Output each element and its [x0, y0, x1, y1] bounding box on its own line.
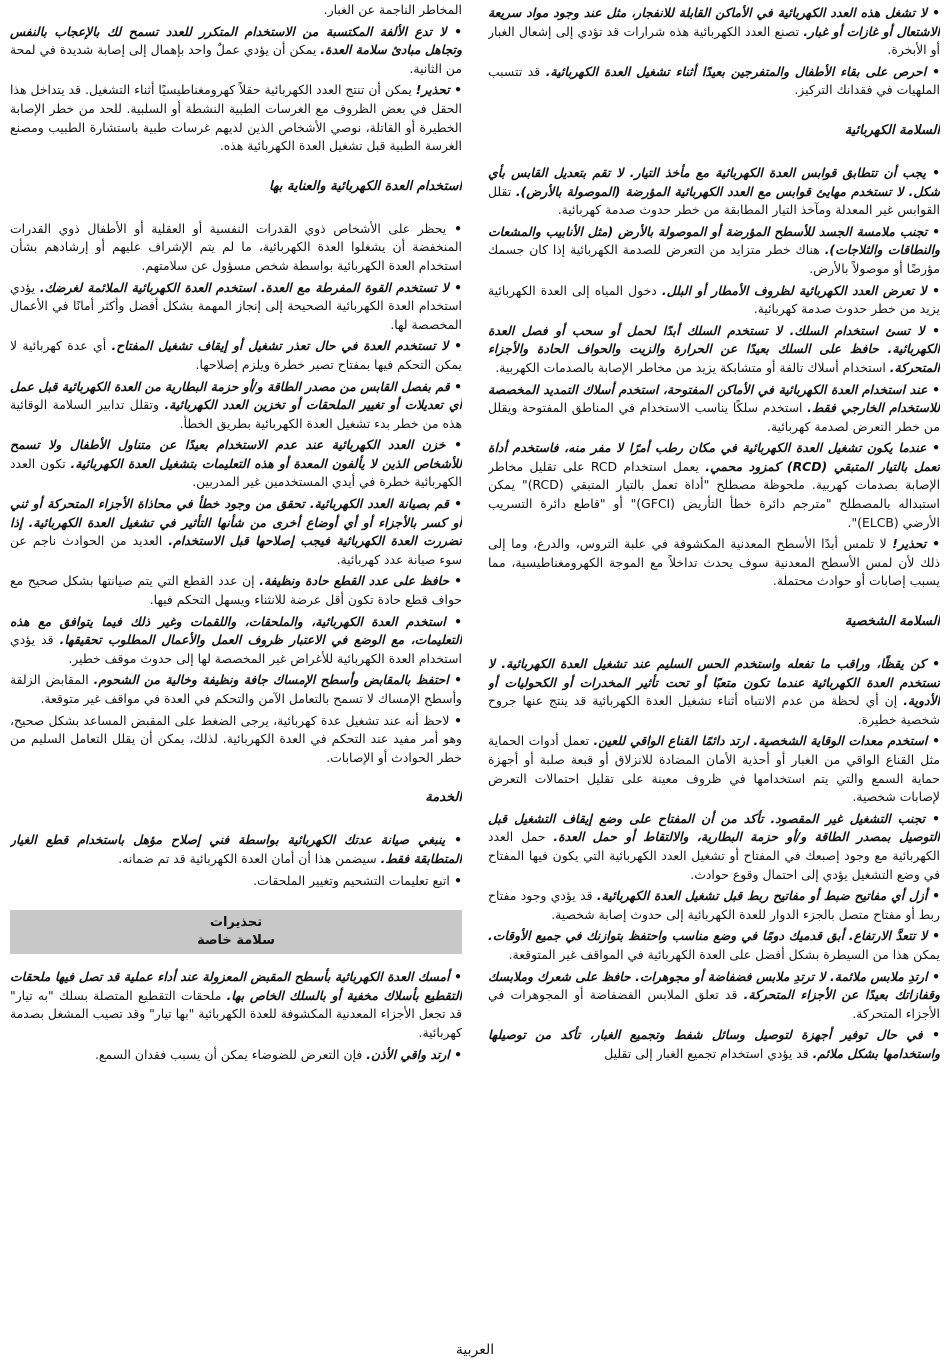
bullet-text: دخول المياه إلى العدة الكهربائية يزيد من خطر حدوث صدمة كهربائية.: [488, 282, 940, 317]
bullet-emphasis: ارتدِ ملابس ملائمة. لا ترتدِ ملابس فضفاضة أو مجوهرات. حافظ على شعرك وملابسك وقفازاتك بعيدًا عن الأجزاء المتحركة.: [488, 968, 940, 1003]
safety-bullet: [10, 613, 462, 669]
bullet-text: لا تلمس أبدًا الأسطح المعدنية المكشوفة في علبة التروس، والدرع، وما إلى ذلك لأن لمس الأسطح المعدنية سوف يحدث تداخلاً مع الموجة الكهرومغناطيسية، مما يسبب إصابات أو حوادث محتملة.: [488, 536, 940, 589]
bullet-emphasis: استخدم العدة الكهربائية، والملحقات، واللقمات وغير ذلك فيما يتوافق مع هذه التعليمات، مع الوضع في الاعتبار ظروف العمل والأعمال المطلوب تحقيقها.: [10, 613, 462, 648]
safety-bullet: [10, 968, 462, 1042]
bullet-text: أي عدة كهربائية لا يمكن التحكم فيها بمفتاح تصير خطرة ويلزم إصلاحها.: [10, 338, 462, 372]
bullet-text: العديد من الحوادث ناجم عن سوء صيانة عدد كهربائية.: [10, 533, 462, 567]
safety-bullet: [488, 282, 940, 319]
safety-bullet: [488, 968, 940, 1024]
safety-bullet: [10, 712, 462, 768]
safety-bullet: [488, 732, 940, 806]
safety-bullet: [10, 495, 462, 569]
bullet-text: ملحقات التقطيع المتصلة بسلك "به تيار" قد تجعل الأجزاء المعدنية المكشوفة للعدة الكهربائية "بها تيار" وقد تصيب المشغل بصدمة كهربائية.: [10, 987, 462, 1040]
safety-bullet: [488, 1026, 940, 1063]
bullet-emphasis: احرص على بقاء الأطفال والمتفرجين بعيدًا أثناء تشغيل العدة الكهربائية.: [545, 63, 927, 79]
page-footer-language: العربية: [455, 1342, 495, 1358]
safety-bullet: [10, 23, 462, 79]
safety-bullet: [488, 63, 940, 100]
bullet-text: قد يؤدي وجود مفتاح ربط أو مفتاح متصل بالجزء الدوار للعدة الكهربائية إلى حدوث إصابة شخصية.: [488, 888, 940, 922]
bullet-emphasis: تحذير!: [892, 536, 927, 552]
safety-bullet: [488, 223, 940, 279]
bullet-text: المقابض الزلقة وأسطح الإمساك لا تسمح بالتعامل الآمن والتحكم في العدة في مواقف غير متوقعة.: [10, 672, 462, 706]
bullet-emphasis: لا تعرض العدد الكهربائية لظروف الأمطار أو البلل.: [661, 282, 927, 298]
bullet-emphasis: عندما يكون تشغيل العدة الكهربائية في مكان رطب أمرًا لا مفر منه، فاستخدم أداة تعمل بالتيار المتبقي (RCD) كمزود محمي.: [488, 440, 940, 474]
continued-text: [10, 4, 462, 20]
bullet-emphasis: لا تتعدَّ الارتفاع. أبق قدميك دومًا في وضع مناسب واحتفظ بتوازنك في جميع الأوقات.: [488, 928, 928, 944]
bullet-text: يمكن أن تنتج العدد الكهربائية حقلاً كهرومغناطيسيًا أثناء التشغيل. قد يتداخل هذا الحقل في بعض الظروف مع الغرسات الطبية النشطة أو السلبية. للحد من خطر الإصابة الخطيرة أو القاتلة، نوصي الأشخاص الذين لديهم غرسات طبية باستشارة الطبيب ومصنع الغرسة الطبية قبل تشغيل العدة الكهربائية هذه.: [10, 82, 462, 154]
bullet-text: يعمل استخدام RCD على تقليل مخاطر الإصابة بصدمات كهربية. ملحوظة مصطلح "أداة تعمل بالتيار المتبقي (RCD)" يمكن استبداله بالمصطلح "مترجم دائرة خطأ التأريض (GFCI)" أو "قاطع دائرة التسريب الأرضي (ELCB)".: [488, 458, 940, 530]
bullet-emphasis: قم بفصل القابس من مصدر الطاقة و/أو حزمة البطارية من العدة الكهربائية قبل عمل أي تعديلات أو تغيير الملحقات أو تخزين العدد الكهربائية.: [10, 378, 462, 413]
safety-bullet: [488, 322, 940, 378]
bullet-text: استخدم سلكًا يناسب الاستخدام في المناطق المفتوحة ويقلل من خطر التعرض لصدمة كهربائية.: [488, 400, 940, 434]
bullet-text: تكون العدد الكهربائية خطرة في أيدي المستخدمين غير المدربين.: [10, 455, 462, 490]
bullet-text: يؤدي استخدام العدة الكهربائية الصحيحة إلى إنجاز المهمة بشكل أفضل وأكثر أمانًا في الأعمال المخصصة لها.: [10, 279, 462, 332]
safety-bullet: [488, 4, 940, 60]
safety-bullet: [488, 655, 940, 729]
bullet-emphasis: لا تشغل هذه العدد الكهربائية في الأماكن القابلة للانفجار، مثل عند وجود مواد سريعة الاشتعال أو غازات أو غبار.: [488, 5, 940, 39]
bullet-text: تقلل القوابس غير المعدلة ومآخذ التيار المطابقة من خطر حدوث صدمة كهربائية.: [488, 183, 940, 218]
safety-bullet: [10, 671, 462, 708]
bullet-emphasis: احتفظ بالمقابض وأسطح الإمساك جافة ونظيفة وخالية من الشحوم.: [93, 672, 449, 688]
bullet-emphasis: عند استخدام العدة الكهربائية في الأماكن المفتوحة، استخدم أسلاك التمديد المخصصة للاستخدام الخارجي فقط.: [488, 381, 940, 416]
section-heading: السلامة الشخصية: [844, 614, 940, 630]
bullet-emphasis: كن يقظًا، وراقب ما تفعله واستخدم الحس السليم عند تشغيل العدة الكهربائية. لا تستخدم العدة الكهربائية عندما تكون متعبًا أو تحت تأثير المخدرات أو الكحوليات أو الأدوية.: [488, 656, 940, 709]
safety-bullet: [488, 381, 940, 437]
bullet-emphasis: لا تستخدم القوة المفرطة مع العدة. استخدم العدة الكهربائية الملائمة لغرضك.: [39, 279, 449, 295]
bullet-text: تصنع العدد الكهربائية هذه شرارات قد تؤدي إلى إشعال الغبار أو الأبخرة.: [488, 23, 940, 58]
bullet-text: قد يؤدي استخدام تجميع الغبار إلى تقليل: [604, 1045, 813, 1061]
safety-bullet: [10, 436, 462, 492]
safety-bullet: [10, 220, 462, 276]
safety-bullet: [488, 927, 940, 964]
bullet-text: قد تتسبب الملهيات في فقدانك التركيز.: [488, 63, 940, 98]
bullet-text: يمكن أن يؤدي عملٌ واحد بإهمال إلى إصابة شديدة في لمحة من الثانية.: [10, 42, 462, 76]
safety-bullet: [488, 535, 940, 591]
bullet-text: المخاطر الناجمة عن الغبار.: [323, 4, 462, 17]
bullet-emphasis: ينبغي صيانة عدتك الكهربائية بواسطة فني إصلاح مؤهل باستخدام قطع الغيار المتطابقة فقط.: [10, 832, 462, 866]
bullet-emphasis: في حال توفير أجهزة لتوصيل وسائل شفط وتجميع الغبار، تأكد من توصيلها واستخدامها بشكل ملائم.: [488, 1027, 940, 1061]
safety-bullet: [488, 439, 940, 532]
bullet-emphasis: لا تدع الألفة المكتسبة من الاستخدام المتكرر للعدد تسمح لك بالإعجاب بالنفس وتجاهل مبادئ سلامة العدة.: [10, 23, 462, 58]
bullet-emphasis: حافظ على عدد القطع حادة ونظيفة.: [259, 573, 450, 589]
bullet-text: فإن التعرض للضوضاء يمكن أن يسبب فقدان السمع.: [94, 1046, 367, 1062]
bullet-emphasis: خزن العدد الكهربائية عند عدم الاستخدام بعيدًا عن متناول الأطفال ولا تسمح للأشخاص الذين لا يألفون المعدة أو هذه التعليمات بتشغيل العدة الكهربائية.: [10, 437, 462, 471]
safety-bullet: [10, 378, 462, 434]
section-heading: الخدمة: [425, 790, 462, 806]
safety-bullet: [10, 831, 462, 868]
bullet-text: هناك خطر متزايد من التعرض للصدمة الكهربائية إذا كان جسمك مؤرضًا أو موصولاً بالأرض.: [488, 242, 940, 276]
section-heading: استخدام العدة الكهربائية والعناية بها: [268, 178, 462, 194]
bullet-emphasis: لا تستخدم العدة في حال تعذر تشغيل أو إيقاف تشغيل المفتاح.: [111, 338, 449, 354]
left-column: [10, 4, 462, 1326]
right-column: [488, 4, 940, 1326]
bullet-emphasis: تجنب ملامسة الجسد للأسطح المؤرضة أو الموصولة بالأرض (مثل الأنابيب والمشعات والنطاقات والثلاجات).: [488, 223, 940, 258]
safety-bullet: [10, 1046, 462, 1065]
bullet-text: حمل العدد الكهربائية مع وجود إصبعك في المفتاح أو تشغيل العدد الكهربائية التي يكون فيها المفتاح في وضع التشغيل يؤدي إلى احتمال وقوع حوادث.: [488, 829, 940, 882]
bullet-text: قد تعلق الملابس الفضفاضة أو المجوهرات في الأجزاء المتحركة.: [488, 987, 940, 1021]
bullet-text: تعمل أدوات الحماية مثل القناع الواقي من الغبار أو أحذية الأمان المضادة للانزلاق أو قبعة صلبة أو أجهزة حماية السمع والتي يتم استخدامها في ظروف معينة على تقليل احتمالات التعرض لإصابات شخصية.: [488, 733, 940, 805]
bullet-emphasis: لا تسئ استخدام السلك. لا تستخدم السلك أبدًا لحمل أو سحب أو فصل العدة الكهربائية. حافظ على السلك بعيدًا عن الحرارة والزيت والحواف الحادة والأجزاء المتحركة.: [488, 322, 940, 375]
warning-box-title: سلامة خاصة: [197, 933, 275, 949]
safety-bullet: [10, 872, 462, 891]
bullet-emphasis: استخدم معدات الوقاية الشخصية. ارتد دائمًا القناع الواقي للعين.: [593, 733, 928, 749]
bullet-text: إن عدد القطع التي يتم صيانتها بشكل صحيح مع حواف قطع حادة تكون أقل عرضة للانثناء ويسهل التحكم فيها.: [10, 573, 462, 608]
bullet-text: يحظر على الأشخاص ذوي القدرات النفسية أو العقلية أو الأطفال ذوي القدرات المنخفضة أن يشغلوا العدة الكهربائية، ما لم يتم الإشراف عليهم أو إرشادهم بشأن استخدام العدة الكهربائية بواسطة شخص مسؤول عن سلامتهم.: [10, 220, 462, 273]
bullet-text: وتقلل تدابير السلامة الوقائية هذه من خطر بدء تشغيل العدة الكهربائية بطريق الخطأ.: [10, 397, 462, 431]
safety-bullet: [488, 810, 940, 884]
bullet-text: اتبع تعليمات التشحيم وتغيير الملحقات.: [253, 872, 450, 888]
bullet-emphasis: يجب أن تتطابق قوابس العدة الكهربائية مع مأخذ التيار. لا تقم بتعديل القابس بأي شكل. لا تستخدم مهايئ قوابس مع العدد الكهربائية المؤرضة (الموصولة بالأرض).: [488, 164, 940, 199]
warning-box-title: تحذيرات: [209, 915, 263, 931]
safety-bullet: [10, 572, 462, 609]
bullet-text: قد يؤدي استخدام العدة الكهربائية للأغراض غير المخصصة لها إلى حدوث موقف خطير.: [10, 632, 462, 666]
two-column-body: [10, 4, 940, 1326]
safety-bullet: [10, 279, 462, 335]
safety-bullet: [10, 81, 462, 155]
bullet-emphasis: تجنب التشغيل غير المقصود. تأكد من أن المفتاح على وضع إيقاف التشغيل قبل التوصيل بمصدر الطاقة و/أو حزمة البطارية، والالتقاط أو حمل العدة.: [488, 810, 940, 845]
bullet-text: استخدام أسلاك تالفة أو متشابكة يزيد من مخاطر الإصابة بالصدمات الكهربية.: [495, 359, 890, 375]
special-safety-warnings-box: [10, 910, 462, 954]
bullet-text: لاحظ أنه عند تشغيل عدة كهربائية، يرجى الضغط على المقبض المساعد بشكل صحيح، وهو أمر مفيد عند التحكم في العدة الكهربائية. لذلك، يمكن أن يقلل التعامل السليم من خطر الحوادث أو الإصابات.: [10, 712, 462, 765]
bullet-emphasis: أمسك العدة الكهربائية بأسطح المقبض المعزولة عند أداء عملية قد تصل فيها ملحقات التقطيع بأسلاك مخفية أو بالسلك الخاص بها.: [10, 969, 462, 1003]
bullet-emphasis: أزل أي مفاتيح ضبط أو مفاتيح ربط قبل تشغيل العدة الكهربائية.: [596, 888, 928, 904]
bullet-emphasis: قم بصيانة العدد الكهربائية. تحقق من وجود خطأ في محاذاة الأجزاء المتحركة أو ثني أو كسر بالأجزاء أو أي أوضاع أخرى من شأنها التأثير في تشغيل العدة الكهربائية. إذا تضررت العدة الكهربائية فيجب إصلاحها قبل الاستخدام.: [10, 496, 462, 549]
safety-bullet: [488, 164, 940, 220]
safety-bullet: [488, 887, 940, 924]
bullet-text: سيضمن هذا أن أمان العدة الكهربائية قد تم ضمانه.: [118, 850, 381, 866]
bullet-emphasis: ارتد واقي الأذن.: [366, 1046, 450, 1062]
bullet-emphasis: تحذير!: [415, 82, 450, 98]
section-heading: السلامة الكهربائية: [844, 122, 940, 138]
bullet-text: يمكن هذا من السيطرة بشكل أفضل على العدة الكهربائية في المواقف غير المتوقعة.: [508, 946, 940, 962]
bullet-text: إن أي لحظة من عدم الانتباه أثناء تشغيل العدة الكهربائية قد ينتج عنها جروح شخصية خطيرة.: [488, 693, 940, 727]
safety-bullet: [10, 337, 462, 374]
